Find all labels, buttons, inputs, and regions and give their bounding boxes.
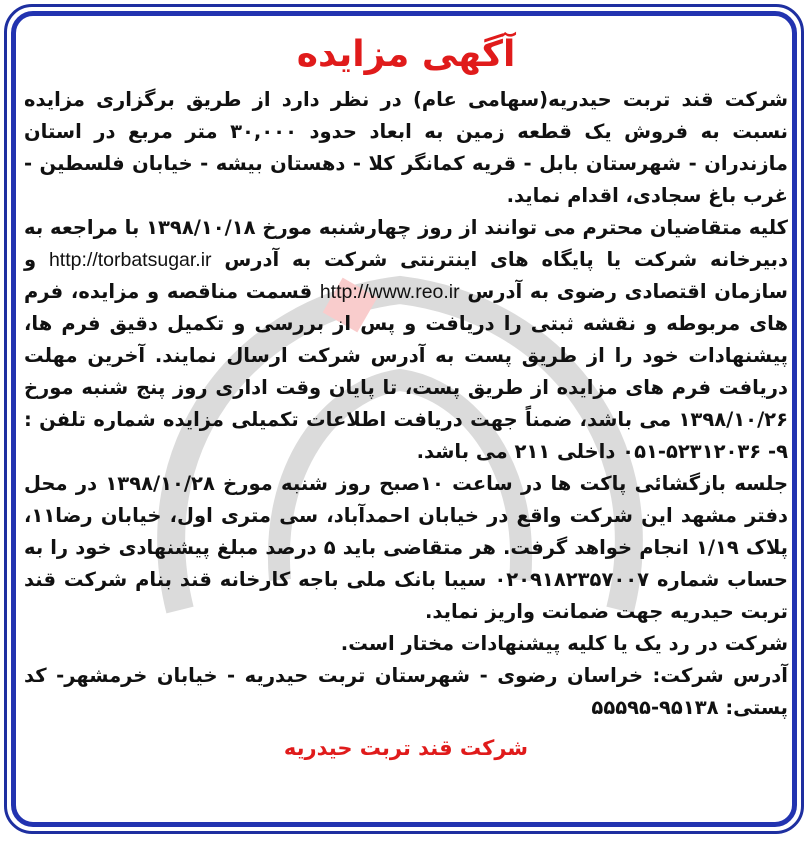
reo-website-link[interactable]: http://www.reo.ir — [319, 281, 460, 303]
instructions-text-2: و سازمان اقتصادی رضوی به آدرس — [24, 248, 788, 303]
rights-paragraph: شرکت در رد یک یا کلیه پیشنهادات مختار است. — [340, 632, 788, 655]
instructions-text-3: قسمت مناقصه و مزایده، فرم های مربوطه و نقشه ثبتی را دریافت و پس از بررسی و تکمیل دقیق فرم ها، پیشنهادات خود را از طریق پست به آدرس شرکت ارسال نمایند. آخرین مهلت دریافت فرم های مزایده از طریق پست، تا پایان وقت اداری روز پنج شنبه مورخ ۱۳۹۸/۱۰/۲۶ می باشد، ضمناً جهت دریافت اطلاعات تکمیلی مزایده شماره تلفن : ۹- ۵۲۳۱۲۰۳۶-۰۵۱ داخلی ۲۱۱ می باشد. — [24, 280, 788, 463]
address-paragraph: آدرس شرکت: خراسان رضوی - شهرستان تربت حیدریه - خیابان خرمشهر- کد پستی: ۹۵۱۳۸-۵۵۵۹۵ — [24, 664, 788, 719]
opening-session-paragraph: جلسه بازگشائی پاکت ها در ساعت ۱۰صبح روز شنبه مورخ ۱۳۹۸/۱۰/۲۸ در محل دفتر مشهد این شرکت واقع در خیابان احمدآباد، سی متری اول، خیابان رضا۱۱، پلاک ۱/۱۹ انجام خواهد گرفت. هر متقاضی باید ۵ درصد مبلغ پیشنهادی خود را به حساب شماره ۰۲۰۹۱۸۲۳۵۷۰۰۷ سیبا بانک ملی باجه کارخانه قند بنام شرکت قند تربت حیدریه جهت ضمانت واریز نماید. — [24, 472, 788, 623]
auction-notice — [24, 24, 788, 760]
company-signature: شرکت قند تربت حیدریه — [283, 736, 529, 760]
instructions-text-1: کلیه متقاضیان محترم می توانند از روز چهارشنبه مورخ ۱۳۹۸/۱۰/۱۸ با مراجعه به دبیرخانه شرکت یا پایگاه های اینترنتی شرکت به آدرس — [24, 216, 788, 271]
notice-title: آگهی مزایده — [296, 34, 516, 75]
intro-paragraph: شرکت قند تربت حیدریه(سهامی عام) در نظر دارد از طریق برگزاری مزایده نسبت به فروش یک قطعه زمین به ابعاد حدود ۳۰,۰۰۰ متر مربع در استان مازندران - شهرستان بابل - قریه کمانگر کلا - دهستان بیشه - خیابان فلسطین - غرب باغ سجادی، اقدام نماید. — [24, 88, 789, 207]
company-website-link[interactable]: http://torbatsugar.ir — [48, 249, 212, 271]
instructions-paragraph — [24, 212, 788, 468]
